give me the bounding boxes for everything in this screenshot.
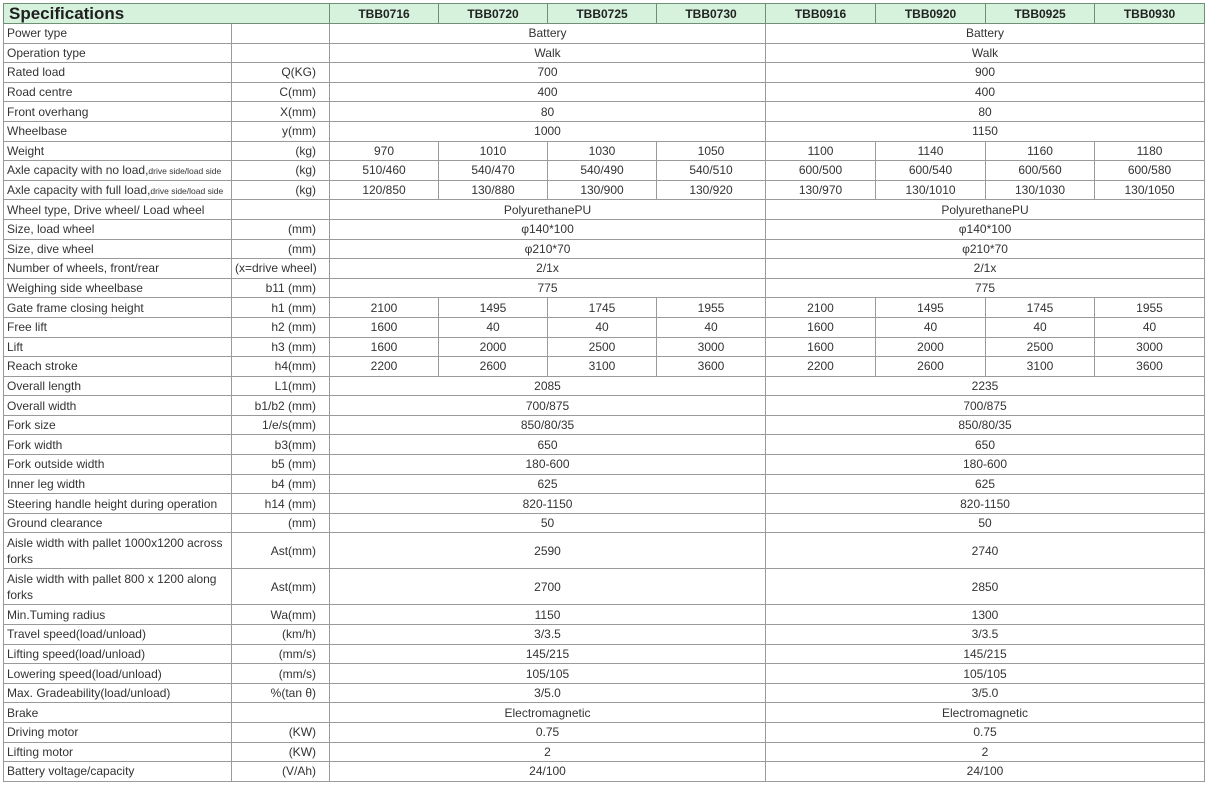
spec-value: Walk <box>330 43 766 63</box>
spec-unit: (KW) <box>232 723 330 743</box>
spec-value: Battery <box>766 24 1205 44</box>
table-row <box>4 513 1205 533</box>
table-row <box>4 703 1205 723</box>
spec-label <box>4 121 232 141</box>
spec-unit: (kg) <box>232 180 330 200</box>
spec-value: 2500 <box>986 337 1095 357</box>
spec-value: 130/1010 <box>876 180 986 200</box>
spec-value: 700 <box>330 63 766 83</box>
spec-value: φ140*100 <box>330 219 766 239</box>
spec-label-text: Aisle width with pallet 800 x 1200 along forks <box>7 571 217 602</box>
spec-value: 40 <box>876 317 986 337</box>
spec-value: 50 <box>766 513 1205 533</box>
table-row <box>4 605 1205 625</box>
spec-label <box>4 644 232 664</box>
table-row <box>4 376 1205 396</box>
spec-value: φ210*70 <box>766 239 1205 259</box>
spec-unit: X(mm) <box>232 102 330 122</box>
spec-unit: C(mm) <box>232 82 330 102</box>
spec-value: 50 <box>330 513 766 533</box>
spec-value: 625 <box>330 474 766 494</box>
table-row <box>4 762 1205 782</box>
spec-label-text: Lifting motor <box>7 744 74 759</box>
spec-value: 625 <box>766 474 1205 494</box>
spec-label <box>4 723 232 743</box>
spec-label-text: Axle capacity with full load, <box>7 182 151 197</box>
spec-value: 2/1x <box>766 259 1205 279</box>
spec-label-text: Size, load wheel <box>7 222 95 237</box>
model-header: TBB0925 <box>986 4 1095 24</box>
spec-value: 130/900 <box>548 180 657 200</box>
spec-value: 775 <box>330 278 766 298</box>
spec-value: 145/215 <box>330 644 766 664</box>
spec-value: 2085 <box>330 376 766 396</box>
spec-value: 3/3.5 <box>766 625 1205 645</box>
spec-label-text: Driving motor <box>7 725 79 740</box>
spec-value: 1300 <box>766 605 1205 625</box>
spec-unit: b3(mm) <box>232 435 330 455</box>
spec-unit: h4(mm) <box>232 357 330 377</box>
spec-label-note: drive side/load side <box>150 185 224 196</box>
spec-value: 130/880 <box>439 180 548 200</box>
spec-value: Walk <box>766 43 1205 63</box>
spec-label <box>4 474 232 494</box>
spec-value: 2740 <box>766 533 1205 569</box>
spec-value: PolyurethanePU <box>766 200 1205 220</box>
model-header: TBB0720 <box>439 4 548 24</box>
spec-value: 1050 <box>657 141 766 161</box>
table-row <box>4 683 1205 703</box>
spec-value: PolyurethanePU <box>330 200 766 220</box>
spec-value: 3600 <box>1095 357 1205 377</box>
spec-value: 0.75 <box>766 723 1205 743</box>
spec-value: 2500 <box>548 337 657 357</box>
spec-value: 130/1050 <box>1095 180 1205 200</box>
spec-value: 2590 <box>330 533 766 569</box>
spec-label <box>4 703 232 723</box>
spec-label-text: Rated load <box>7 65 66 80</box>
spec-label-text: Min.Tuming radius <box>7 607 106 622</box>
spec-value: 24/100 <box>330 762 766 782</box>
spec-value: 2/1x <box>330 259 766 279</box>
spec-value: 1600 <box>766 317 876 337</box>
model-header: TBB0716 <box>330 4 439 24</box>
spec-unit: Wa(mm) <box>232 605 330 625</box>
spec-value: 105/105 <box>766 664 1205 684</box>
spec-value: 820-1150 <box>766 494 1205 514</box>
spec-unit: Ast(mm) <box>232 569 330 605</box>
spec-label-text: Axle capacity with no load, <box>7 162 149 177</box>
table-row <box>4 82 1205 102</box>
spec-value: 2100 <box>766 298 876 318</box>
spec-value: 1600 <box>330 337 439 357</box>
spec-unit: (kg) <box>232 161 330 181</box>
spec-label-text: Ground clearance <box>7 516 103 531</box>
spec-unit <box>232 703 330 723</box>
spec-label <box>4 664 232 684</box>
spec-value: 540/510 <box>657 161 766 181</box>
table-row <box>4 200 1205 220</box>
spec-value: 970 <box>330 141 439 161</box>
header-row <box>4 4 1205 24</box>
spec-value: 3/5.0 <box>766 683 1205 703</box>
spec-value: 180-600 <box>766 455 1205 475</box>
spec-value: 80 <box>766 102 1205 122</box>
spec-label <box>4 43 232 63</box>
spec-unit <box>232 43 330 63</box>
spec-unit <box>232 200 330 220</box>
spec-value: 130/920 <box>657 180 766 200</box>
spec-label-text: Weighing side wheelbase <box>7 281 143 296</box>
spec-label-text: Lift <box>7 339 24 354</box>
spec-value: 600/540 <box>876 161 986 181</box>
table-row <box>4 455 1205 475</box>
model-header: TBB0920 <box>876 4 986 24</box>
spec-unit: b5 (mm) <box>232 455 330 475</box>
spec-value: 40 <box>657 317 766 337</box>
spec-value: 1955 <box>657 298 766 318</box>
spec-value: 700/875 <box>766 396 1205 416</box>
spec-label <box>4 82 232 102</box>
spec-label <box>4 742 232 762</box>
spec-value: 0.75 <box>330 723 766 743</box>
spec-label <box>4 200 232 220</box>
spec-label <box>4 161 232 181</box>
spec-value: 650 <box>766 435 1205 455</box>
spec-label <box>4 24 232 44</box>
spec-label-text: Inner leg width <box>7 476 86 491</box>
spec-value: 24/100 <box>766 762 1205 782</box>
spec-value: 400 <box>330 82 766 102</box>
spec-label <box>4 569 232 605</box>
spec-label <box>4 63 232 83</box>
table-row <box>4 533 1205 569</box>
table-row <box>4 415 1205 435</box>
spec-label <box>4 376 232 396</box>
spec-value: 1600 <box>766 337 876 357</box>
spec-label-text: Max. Gradeability(load/unload) <box>7 686 171 701</box>
spec-label <box>4 625 232 645</box>
spec-value: 105/105 <box>330 664 766 684</box>
spec-value: 2200 <box>330 357 439 377</box>
spec-value: 600/580 <box>1095 161 1205 181</box>
spec-value: 1600 <box>330 317 439 337</box>
spec-value: 1495 <box>876 298 986 318</box>
spec-label-text: Front overhang <box>7 104 89 119</box>
spec-label <box>4 337 232 357</box>
spec-value: 1745 <box>986 298 1095 318</box>
table-row <box>4 435 1205 455</box>
spec-value: 3600 <box>657 357 766 377</box>
table-row <box>4 63 1205 83</box>
spec-value: 510/460 <box>330 161 439 181</box>
spec-value: 1955 <box>1095 298 1205 318</box>
spec-value: 3100 <box>986 357 1095 377</box>
spec-label <box>4 415 232 435</box>
table-row <box>4 357 1205 377</box>
model-header: TBB0930 <box>1095 4 1205 24</box>
spec-label <box>4 180 232 200</box>
spec-label-text: Number of wheels, front/rear <box>7 261 160 276</box>
table-row <box>4 474 1205 494</box>
spec-label-text: Operation type <box>7 45 86 60</box>
spec-label-text: Lifting speed(load/unload) <box>7 646 146 661</box>
spec-label <box>4 259 232 279</box>
spec-value: φ140*100 <box>766 219 1205 239</box>
spec-value: 1160 <box>986 141 1095 161</box>
spec-label-text: Free lift <box>7 320 48 335</box>
spec-label <box>4 298 232 318</box>
spec-unit: (mm) <box>232 219 330 239</box>
spec-value: 700/875 <box>330 396 766 416</box>
specifications-table <box>3 3 1205 782</box>
spec-value: 40 <box>1095 317 1205 337</box>
spec-value: 820-1150 <box>330 494 766 514</box>
spec-value: 120/850 <box>330 180 439 200</box>
spec-label <box>4 435 232 455</box>
spec-value: 2200 <box>766 357 876 377</box>
spec-label <box>4 357 232 377</box>
spec-unit: (mm) <box>232 239 330 259</box>
spec-label-text: Fork width <box>7 437 63 452</box>
spec-value: 3000 <box>1095 337 1205 357</box>
spec-label <box>4 605 232 625</box>
spec-unit: b4 (mm) <box>232 474 330 494</box>
table-row <box>4 239 1205 259</box>
spec-label <box>4 455 232 475</box>
table-row <box>4 161 1205 181</box>
spec-value: 2000 <box>439 337 548 357</box>
spec-label-text: Aisle width with pallet 1000x1200 across forks <box>7 535 223 566</box>
spec-label <box>4 141 232 161</box>
spec-value: 180-600 <box>330 455 766 475</box>
spec-value: 600/560 <box>986 161 1095 181</box>
spec-value: 1745 <box>548 298 657 318</box>
model-header: TBB0730 <box>657 4 766 24</box>
spec-unit: (mm/s) <box>232 644 330 664</box>
spec-label-text: Travel speed(load/unload) <box>7 627 146 642</box>
table-row <box>4 337 1205 357</box>
spec-label-text: Weight <box>7 143 45 158</box>
spec-unit: h2 (mm) <box>232 317 330 337</box>
spec-unit: b11 (mm) <box>232 278 330 298</box>
spec-unit: 1/e/s(mm) <box>232 415 330 435</box>
spec-label-text: Fork outside width <box>7 457 105 472</box>
table-row <box>4 278 1205 298</box>
spec-unit: h1 (mm) <box>232 298 330 318</box>
spec-value: 2600 <box>439 357 548 377</box>
table-row <box>4 569 1205 605</box>
spec-unit: y(mm) <box>232 121 330 141</box>
spec-value: 2600 <box>876 357 986 377</box>
spec-unit: Ast(mm) <box>232 533 330 569</box>
spec-unit: (mm/s) <box>232 664 330 684</box>
spec-label-text: Wheel type, Drive wheel/ Load wheel <box>7 202 205 217</box>
model-header: TBB0916 <box>766 4 876 24</box>
spec-value: φ210*70 <box>330 239 766 259</box>
table-row <box>4 644 1205 664</box>
spec-unit: L1(mm) <box>232 376 330 396</box>
spec-value: 2235 <box>766 376 1205 396</box>
spec-label-text: Overall width <box>7 398 77 413</box>
spec-value: 40 <box>986 317 1095 337</box>
spec-label-text: Wheelbase <box>7 124 68 139</box>
spec-label-text: Lowering speed(load/unload) <box>7 666 162 681</box>
spec-label <box>4 396 232 416</box>
spec-label <box>4 513 232 533</box>
spec-value: Electromagnetic <box>766 703 1205 723</box>
spec-value: 1010 <box>439 141 548 161</box>
spec-value: 40 <box>548 317 657 337</box>
table-row <box>4 494 1205 514</box>
spec-unit: (km/h) <box>232 625 330 645</box>
spec-value: 540/490 <box>548 161 657 181</box>
spec-label-text: Overall length <box>7 378 82 393</box>
spec-value: Electromagnetic <box>330 703 766 723</box>
spec-label <box>4 239 232 259</box>
table-row <box>4 723 1205 743</box>
spec-value: 650 <box>330 435 766 455</box>
spec-value: 1100 <box>766 141 876 161</box>
spec-value: 775 <box>766 278 1205 298</box>
table-row <box>4 298 1205 318</box>
spec-label-text: Battery voltage/capacity <box>7 764 135 779</box>
spec-value: 80 <box>330 102 766 122</box>
table-row <box>4 24 1205 44</box>
spec-label <box>4 683 232 703</box>
table-row <box>4 664 1205 684</box>
spec-value: 400 <box>766 82 1205 102</box>
spec-value: 900 <box>766 63 1205 83</box>
spec-unit: Q(KG) <box>232 63 330 83</box>
spec-label <box>4 533 232 569</box>
table-row <box>4 121 1205 141</box>
spec-unit: %(tan θ) <box>232 683 330 703</box>
table-row <box>4 180 1205 200</box>
spec-label <box>4 102 232 122</box>
spec-label-text: Brake <box>7 705 39 720</box>
spec-unit: h14 (mm) <box>232 494 330 514</box>
spec-value: 1150 <box>766 121 1205 141</box>
spec-label-text: Power type <box>7 26 68 41</box>
spec-label-text: Fork size <box>7 418 56 433</box>
spec-label <box>4 494 232 514</box>
spec-value: 40 <box>439 317 548 337</box>
table-row <box>4 396 1205 416</box>
table-row <box>4 102 1205 122</box>
table-row <box>4 317 1205 337</box>
spec-label-note: drive side/load side <box>148 165 222 176</box>
spec-label-text: Size, dive wheel <box>7 241 94 256</box>
table-row <box>4 43 1205 63</box>
spec-value: 2700 <box>330 569 766 605</box>
spec-label <box>4 762 232 782</box>
table-row <box>4 259 1205 279</box>
spec-label-text: Reach stroke <box>7 359 78 374</box>
spec-label <box>4 317 232 337</box>
spec-table-body <box>4 4 1205 782</box>
spec-value: 850/80/35 <box>766 415 1205 435</box>
spec-value: 130/970 <box>766 180 876 200</box>
spec-label-text: Steering handle height during operation <box>7 496 218 511</box>
spec-value: 3000 <box>657 337 766 357</box>
spec-value: 3100 <box>548 357 657 377</box>
spec-unit: (x=drive wheel) <box>232 259 330 279</box>
spec-unit <box>232 24 330 44</box>
spec-unit: (V/Ah) <box>232 762 330 782</box>
spec-unit: b1/b2 (mm) <box>232 396 330 416</box>
spec-value: 1495 <box>439 298 548 318</box>
table-row <box>4 625 1205 645</box>
spec-value: 1140 <box>876 141 986 161</box>
spec-value: 2000 <box>876 337 986 357</box>
spec-label-text: Road centre <box>7 85 73 100</box>
spec-value: 3/3.5 <box>330 625 766 645</box>
spec-value: 130/1030 <box>986 180 1095 200</box>
table-row <box>4 219 1205 239</box>
spec-value: 540/470 <box>439 161 548 181</box>
spec-value: 850/80/35 <box>330 415 766 435</box>
spec-value: 1030 <box>548 141 657 161</box>
spec-value: 2850 <box>766 569 1205 605</box>
spec-value: 2100 <box>330 298 439 318</box>
spec-value: 145/215 <box>766 644 1205 664</box>
spec-label-text: Gate frame closing height <box>7 300 144 315</box>
spec-value: 3/5.0 <box>330 683 766 703</box>
spec-value: 600/500 <box>766 161 876 181</box>
table-row <box>4 742 1205 762</box>
spec-unit: (mm) <box>232 513 330 533</box>
spec-unit: h3 (mm) <box>232 337 330 357</box>
spec-value: 1180 <box>1095 141 1205 161</box>
model-header: TBB0725 <box>548 4 657 24</box>
spec-unit: (KW) <box>232 742 330 762</box>
spec-value: 1000 <box>330 121 766 141</box>
spec-value: 2 <box>766 742 1205 762</box>
table-title: Specifications <box>4 4 330 24</box>
spec-label <box>4 278 232 298</box>
table-row <box>4 141 1205 161</box>
spec-value: Battery <box>330 24 766 44</box>
spec-label <box>4 219 232 239</box>
spec-value: 1150 <box>330 605 766 625</box>
spec-unit: (kg) <box>232 141 330 161</box>
spec-value: 2 <box>330 742 766 762</box>
